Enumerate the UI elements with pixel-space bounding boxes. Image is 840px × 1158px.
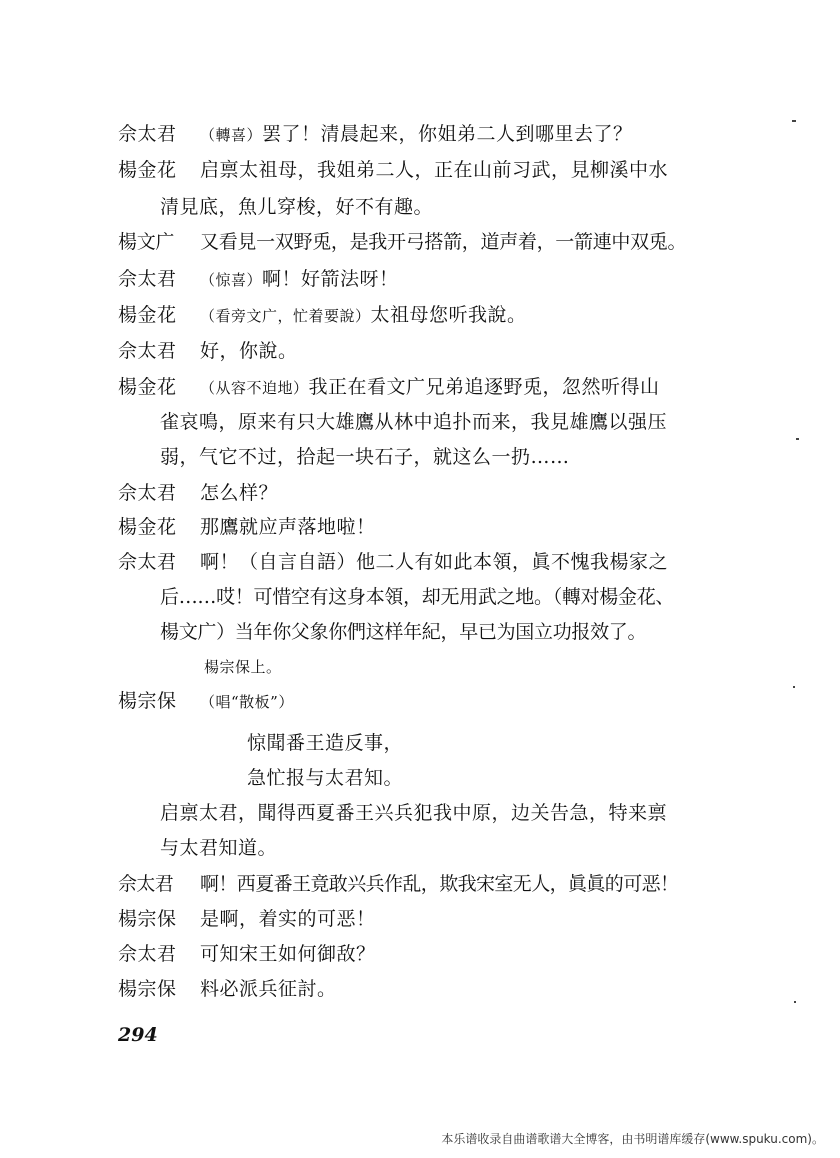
sung-verse — [247, 765, 403, 791]
scan-speck — [794, 1001, 796, 1003]
dialogue-text: 雀哀鳴，原来有只大雄鷹从林中追扑而来，我見雄鷹以强压 — [160, 411, 668, 433]
speaker-name: 楊宗保 — [118, 690, 177, 712]
speaker-name: 楊金花 — [118, 159, 177, 181]
dialogue-line — [118, 302, 527, 329]
dialogue-text: 罢了！清晨起来，你姐弟二人到哪里去了？ — [262, 123, 633, 145]
dialogue-continuation — [160, 409, 667, 435]
dialogue-line — [118, 229, 686, 255]
stage-direction: （惊喜） — [200, 271, 263, 289]
source-footer: 本乐谱收录自曲谱歌谱大全博客，由书明谱库缓存(www.spuku.com)。 — [441, 1132, 824, 1146]
speaker-name: 佘太君 — [118, 873, 174, 895]
dialogue-line — [118, 976, 337, 1002]
sung-verse — [247, 730, 403, 756]
scan-speck — [793, 686, 795, 688]
speaker-name: 楊金花 — [118, 516, 177, 538]
speaker-name: 楊宗保 — [118, 978, 177, 1000]
dialogue-line — [118, 549, 668, 575]
dialogue-text: 太祖母您听我說。 — [370, 304, 527, 326]
dialogue-text: 我正在看文广兄弟追逐野兎，忽然听得山 — [308, 376, 660, 398]
dialogue-line — [118, 514, 376, 540]
dialogue-line — [118, 480, 278, 506]
dialogue-text: 啊！西夏番王竟敢兴兵作乱，欺我宋室无人，眞眞的可恶！ — [200, 873, 679, 895]
page-number: 294 — [118, 1024, 158, 1046]
stage-direction: （唱“散板”） — [200, 693, 294, 711]
dialogue-text: 后……哎！可惜空有这身本領，却无用武之地。（轉对楊金花、 — [160, 586, 675, 608]
dialogue-text: 啊！（自言自語）他二人有如此本領，眞不愧我楊家之 — [200, 551, 669, 573]
dialogue-line — [118, 906, 376, 932]
speaker-name: 楊金花 — [118, 304, 177, 326]
dialogue-line — [118, 374, 660, 401]
dialogue-text: 清見底，魚儿穿梭，好不有趣。 — [160, 196, 434, 218]
scan-speck — [796, 438, 799, 440]
dialogue-text: 啊！好箭法呀！ — [262, 268, 399, 290]
dialogue-continuation — [160, 800, 667, 826]
dialogue-line — [118, 688, 294, 715]
dialogue-continuation — [160, 835, 277, 861]
stage-direction: （从容不迫地） — [200, 379, 309, 397]
verse-text: 惊聞番王造反事， — [247, 732, 404, 754]
dialogue-text: 启禀太祖母，我姐弟二人，正在山前习武，見柳溪中水 — [200, 159, 669, 181]
dialogue-continuation — [160, 194, 433, 220]
speaker-name: 楊金花 — [118, 376, 177, 398]
dialogue-line — [118, 871, 678, 897]
dialogue-continuation — [160, 584, 674, 610]
stage-direction-line — [204, 654, 282, 680]
verse-text: 急忙报与太君知。 — [247, 767, 404, 789]
speaker-name: 楊文广 — [118, 231, 175, 253]
dialogue-line — [118, 121, 633, 148]
speaker-name: 佘太君 — [118, 123, 177, 145]
dialogue-text: 楊文广）当年你父象你們这样年紀，早已为国立功报效了。 — [160, 621, 647, 643]
dialogue-text: 又看見一双野兎，是我开弓搭箭，道声着，一箭連中双兎。 — [200, 231, 687, 253]
dialogue-line — [118, 157, 668, 183]
dialogue-line — [118, 338, 298, 364]
dialogue-text: 料必派兵征討。 — [200, 978, 337, 1000]
dialogue-continuation — [160, 444, 570, 470]
dialogue-continuation — [160, 619, 646, 645]
stage-direction: （看旁文广，忙着要說） — [200, 307, 371, 325]
dialogue-text: 怎么样？ — [200, 482, 279, 504]
speaker-name: 佘太君 — [118, 551, 177, 573]
speaker-name: 佘太君 — [118, 943, 177, 965]
dialogue-line — [118, 941, 376, 967]
speaker-name: 佘太君 — [118, 340, 177, 362]
speaker-name: 佘太君 — [118, 482, 177, 504]
dialogue-text: 是啊，着实的可恶！ — [200, 908, 376, 930]
stage-direction: （轉喜） — [200, 126, 263, 144]
scan-speck — [792, 120, 796, 122]
speaker-name: 楊宗保 — [118, 908, 177, 930]
dialogue-text: 可知宋王如何御敌？ — [200, 943, 376, 965]
dialogue-text: 弱，气它不过，拾起一块石子，就这么一扔…… — [160, 446, 570, 468]
dialogue-text: 与太君知道。 — [160, 837, 278, 859]
dialogue-text: 那鷹就应声落地啦！ — [200, 516, 376, 538]
dialogue-line — [118, 266, 399, 293]
dialogue-text: 好，你說。 — [200, 340, 298, 362]
dialogue-text: 启禀太君，聞得西夏番王兴兵犯我中原，边关告急，特来禀 — [160, 802, 668, 824]
stage-direction: 楊宗保上。 — [204, 658, 282, 676]
speaker-name: 佘太君 — [118, 268, 177, 290]
